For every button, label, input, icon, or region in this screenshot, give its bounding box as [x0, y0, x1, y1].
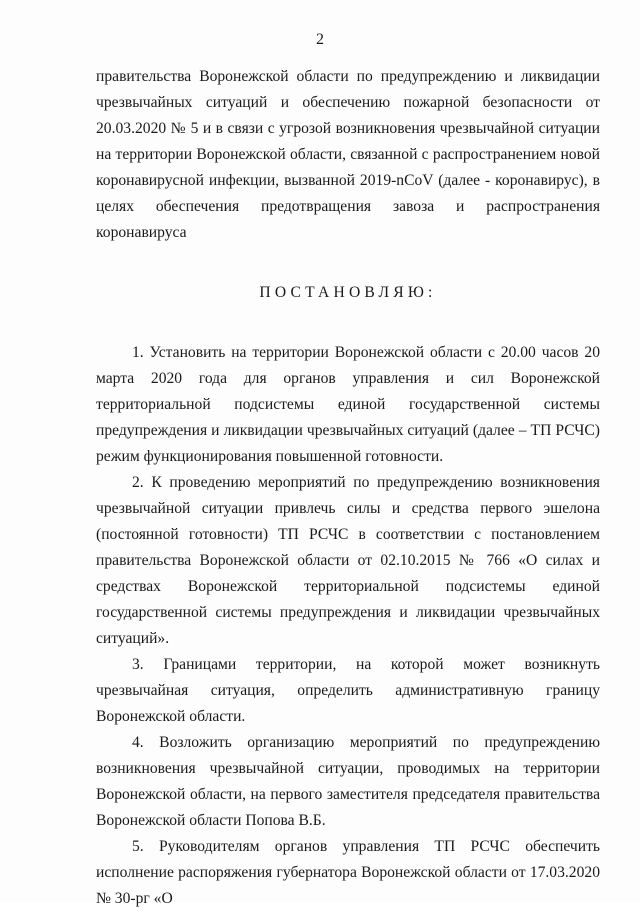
item-5: 5. Руководителям органов управления ТП РСЧС обеспечить исполнение распоряжения губернатора Воронежской области от 17.03.2020 № 30-рг «О	[96, 838, 600, 907]
item-1: 1. Установить на территории Воронежской области с 20.00 часов 20 марта 2020 года для органов управления и сил Воронежской территориальной подсистемы единой государственной системы предупреждения и ликвидации чрезвычайных ситуаций (далее – ТП РСЧС) режим функционирования повышенной готовности.	[96, 344, 600, 465]
item-3: 3. Границами территории, на которой может возникнуть чрезвычайная ситуация, определить административную границу Воронежской области.	[96, 656, 600, 725]
intro-paragraph: правительства Воронежской области по предупреждению и ликвидации чрезвычайных ситуаций и обеспечению пожарной безопасности от 20.03.2020 № 5 и в связи с угрозой возникновения чрезвычайной ситуации на территории Воронежской области, связанной с распространением новой коронавирусной инфекции, вызванной 2019-nCoV (далее - коронавирус), в целях обеспечения предотвращения завоза и распространения коронавируса	[96, 68, 600, 241]
document-body	[96, 64, 600, 912]
item-2: 2. К проведению мероприятий по предупреждению возникновения чрезвычайной ситуации привлечь силы и средства первого эшелона (постоянной готовности) ТП РСЧС в соответствии с постановлением правительства Воронежской области от 02.10.2015 № 766 «О силах и средствах Воронежской территориальной подсистемы единой государственной системы предупреждения и ликвидации чрезвычайных ситуаций».	[96, 474, 600, 647]
page-number: 2	[316, 31, 324, 48]
item-4: 4. Возложить организацию мероприятий по предупреждению возникновения чрезвычайной ситуации, проводимых на территории Воронежской области, на первого заместителя председателя правительства Воронежской области Попова В.Б.	[96, 734, 600, 829]
resolution-heading: ПОСТАНОВЛЯЮ:	[259, 284, 437, 301]
